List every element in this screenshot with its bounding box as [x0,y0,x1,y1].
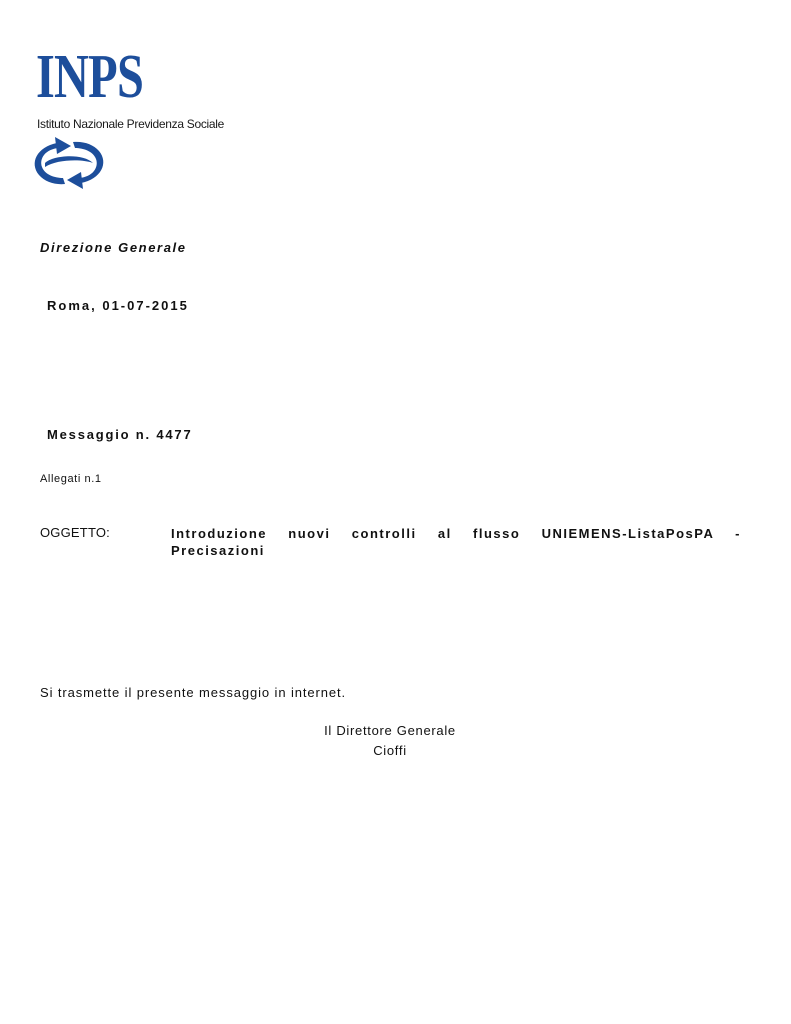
signature-block [290,721,490,761]
signature-name: Cioffi [373,743,407,758]
transmission-note: Si trasmette il presente messaggio in internet. [40,685,347,700]
attachments-count: Allegati n.1 [40,473,102,485]
place-date: Roma, 01-07-2015 [47,298,189,313]
message-number: Messaggio n. 4477 [47,427,193,442]
inps-logo: INPS [36,43,144,111]
institute-name: Istituto Nazionale Previdenza Sociale [37,117,225,131]
subject-text: Introduzione nuovi controlli al flusso UNIEMENS-ListaPosPA - Precisazioni [171,526,741,558]
inps-emblem-icon [27,137,111,189]
department-heading: Direzione Generale [40,240,187,255]
signature-role: Il Direttore Generale [324,723,456,738]
subject-label: OGGETTO: [40,525,110,540]
